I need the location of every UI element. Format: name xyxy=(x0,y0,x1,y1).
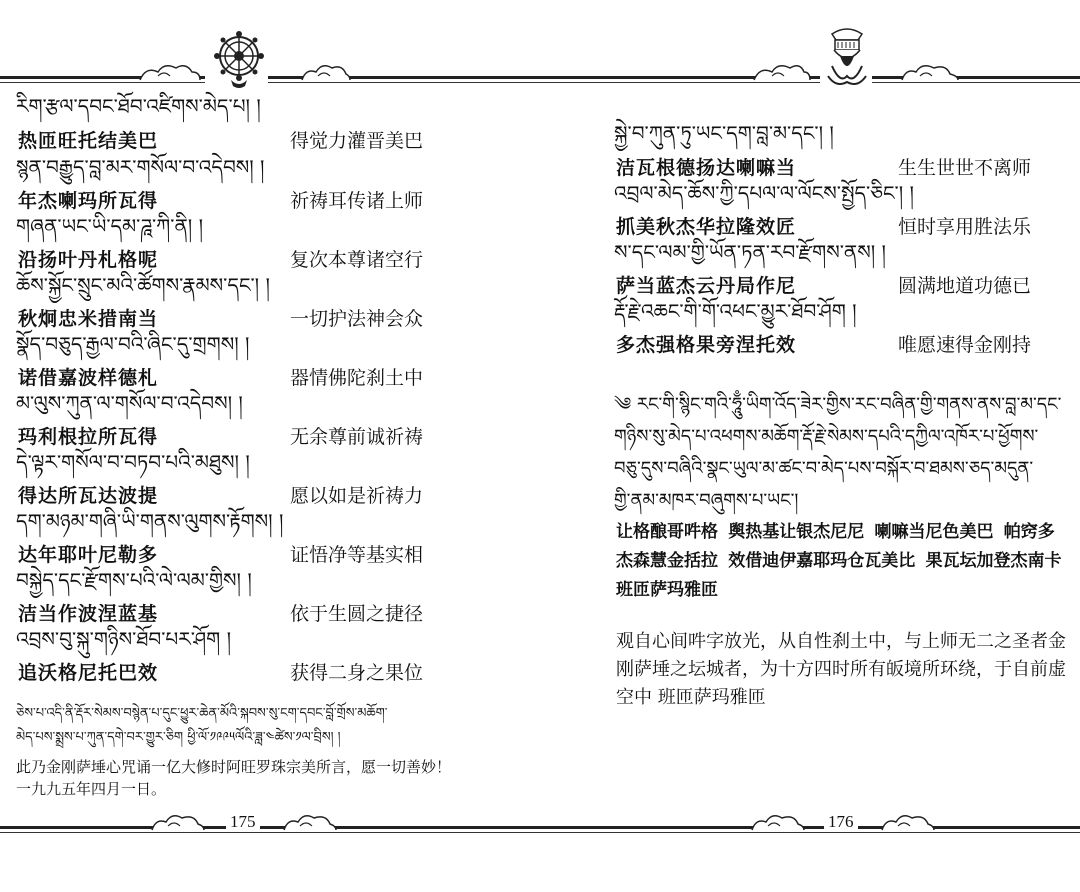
verse-tibetan: མ་ལུས་ཀུན་ལ་གསོལ་བ་འདེབས། ། xyxy=(16,391,243,415)
verse-phonetic: 诺借嘉波样德札 xyxy=(18,367,159,389)
verse-tibetan: བསྐྱེད་དང་རྫོགས་པའི་ལེ་ལམ་གྱིས། ། xyxy=(16,568,252,592)
page-number: 175 xyxy=(226,812,260,832)
verse-translation: 生生世世不离师 xyxy=(898,157,1032,179)
verse-phonetic: 得达所瓦达波提 xyxy=(18,485,159,507)
paragraph-chinese: 观自心间吽字放光，从自性刹土中，与上师无二之圣者金刚萨埵之坛城者，为十方四时所有皈境所环绕，于自前虚空中 班匝萨玛雅匝 xyxy=(616,631,1066,708)
verse-translation: 唯愿速得金刚持 xyxy=(898,334,1032,356)
verse-translation: 复次本尊诸空行 xyxy=(290,249,424,271)
verse-translation: 证悟净等基实相 xyxy=(290,544,424,566)
cloud-ornament-icon xyxy=(900,60,960,82)
paragraph-phonetic: 让格酿哥吽格 舆热基让银杰尼尼 喇嘛当尼色美巴 帕窍多杰森慧金括拉 效借迪伊嘉耶玛仓瓦美比 果瓦坛加登杰南卡 班匝萨玛雅匝 xyxy=(616,522,1062,600)
verse-tibetan: སྐྱེ་བ་ཀུན་ཏུ་ཡང་དག་བླ་མ་དང་། ། xyxy=(614,121,834,145)
verse-phonetic: 沿扬叶丹札格呢 xyxy=(18,249,159,271)
verse-tibetan: སྣོད་བཅུད་རྒྱལ་བའི་ཞིང་དུ་གྲགས། ། xyxy=(16,332,250,356)
cloud-ornament-icon xyxy=(138,60,202,82)
verse-tibetan: དག་མཉམ་གཞི་ཡི་གནས་ལུགས་རྟོགས། ། xyxy=(16,509,284,533)
verse-translation: 无余尊前诚祈祷 xyxy=(290,426,424,448)
bottom-rule xyxy=(540,826,1080,829)
cloud-ornament-icon xyxy=(282,810,338,832)
verse-phonetic: 洁瓦根德扬达喇嘛当 xyxy=(616,157,797,179)
verse-phonetic: 年杰喇玛所瓦得 xyxy=(18,190,159,212)
verse-tibetan: ས་དང་ལམ་གྱི་ཡོན་ཏན་རབ་རྫོགས་ནས། ། xyxy=(614,240,886,264)
paragraph-tibetan: གྱི་ནམ་མཁར་བཞུགས་པ་ཡང་། xyxy=(614,490,799,511)
verse-phonetic: 追沃格尼托巴效 xyxy=(18,662,159,684)
verse-tibetan: སྙན་བརྒྱུད་བླ་མར་གསོལ་བ་འདེབས། ། xyxy=(16,155,265,179)
bottom-rule-thin xyxy=(0,832,540,833)
verse-tibetan: འབྲལ་མེད་ཆོས་ཀྱི་དཔལ་ལ་ལོངས་སྤྱོད་ཅིང་། ། xyxy=(614,181,914,205)
paragraph-tibetan: ༄ རང་གི་སྙིང་གའི་ཧཱུྃ་ཡིག་འོད་ཟེར་གྱིས་རང་བཞིན་གྱི་གནས་ནས་བླ་མ་དང་ xyxy=(614,394,1062,415)
verse-tibetan: འབྲས་བུ་སྐུ་གཉིས་ཐོབ་པར་ཤོག ། xyxy=(16,627,232,651)
top-rule-thin xyxy=(0,82,205,83)
verse-phonetic: 达年耶叶尼勒多 xyxy=(18,544,159,566)
parasol-emblem-icon xyxy=(822,26,872,90)
paragraph-tibetan: བཅུ་དུས་བཞིའི་སྣང་ཡུལ་མ་ཚང་བ་མེད་པས་བསྐོར་བ་ཐམས་ཅད་མདུན་ xyxy=(614,458,1034,479)
cloud-ornament-icon xyxy=(752,60,812,82)
verse-translation: 获得二身之果位 xyxy=(290,662,424,684)
bottom-rule xyxy=(0,826,540,829)
verse-phonetic: 抓美秋杰华拉隆效匠 xyxy=(616,216,797,238)
verse-translation: 祈祷耳传诸上师 xyxy=(290,190,424,212)
verse-tibetan: རིག་རྩལ་དབང་ཐོབ་འཛིགས་མེད་པ། ། xyxy=(16,94,261,118)
verse-translation: 恒时享用胜法乐 xyxy=(898,216,1032,238)
top-rule-thin xyxy=(540,82,820,83)
colophon-tibetan: ཅེས་པ་འདི་ནི་རྡོར་སེམས་བསྙེན་པ་དུང་ཕྱུར་ཆེན་མོའི་སྐབས་སུ་ངག་དབང་བློ་གྲོས་མཆོག་ xyxy=(16,706,388,721)
top-rule-thin xyxy=(872,82,1080,83)
paragraph-tibetan: གཉིས་སུ་མེད་པ་འཕགས་མཆོག་རྡོ་རྗེ་སེམས་དཔའི་དཀྱིལ་འཁོར་པ་ཕྱོགས་ xyxy=(614,426,1039,447)
verse-phonetic: 洁当作波涅蓝基 xyxy=(18,603,159,625)
colophon-chinese: 此乃金刚萨埵心咒诵一亿大修时阿旺罗珠宗美所言，愿一切善妙！一九九五年四月一日。 xyxy=(16,758,452,798)
dharma-wheel-icon xyxy=(212,28,266,90)
colophon-tibetan: མེད་པས་སྨྲས་པ་ཀུན་དགེ་བར་གྱུར་ཅིག ཕྱི་ལོ་༡༩༩༥ལོའི་ཟླ་༤ཚེས་༡ལ་བྲིས། ། xyxy=(16,730,341,745)
right-page xyxy=(540,0,1080,892)
verse-translation: 得觉力灌晋美巴 xyxy=(290,130,424,152)
cloud-ornament-icon xyxy=(880,810,936,832)
verse-tibetan: རྡོ་རྗེ་འཆང་གི་གོ་འཕང་མྱུར་ཐོབ་ཤོག ། xyxy=(614,299,857,323)
verse-phonetic: 热匝旺托结美巴 xyxy=(18,130,159,152)
cloud-ornament-icon xyxy=(750,810,806,832)
top-rule-thin xyxy=(268,82,540,83)
verse-phonetic: 萨当蓝杰云丹局作尼 xyxy=(616,275,797,297)
verse-translation: 圆满地道功德已 xyxy=(898,275,1032,297)
verse-translation: 依于生圆之捷径 xyxy=(290,603,424,625)
verse-tibetan: ཆོས་སྐྱོང་སྲུང་མའི་ཚོགས་རྣམས་དང་། ། xyxy=(16,273,270,297)
cloud-ornament-icon xyxy=(150,810,206,832)
verse-phonetic: 玛利根拉所瓦得 xyxy=(18,426,159,448)
page-number: 176 xyxy=(824,812,858,832)
verse-phonetic: 秋炯忠米措南当 xyxy=(18,308,159,330)
cloud-ornament-icon xyxy=(300,60,352,82)
verse-tibetan: དེ་ལྟར་གསོལ་བ་བཏབ་པའི་མཐུས། ། xyxy=(16,450,250,474)
verse-translation: 一切护法神会众 xyxy=(290,308,424,330)
verse-phonetic: 多杰强格果旁涅托效 xyxy=(616,334,797,356)
verse-translation: 器情佛陀刹土中 xyxy=(290,367,424,389)
verse-tibetan: གཞན་ཡང་ཡི་དམ་ཌཱ་ཀི་ནི། ། xyxy=(16,214,204,238)
verse-translation: 愿以如是祈祷力 xyxy=(290,485,424,507)
bottom-rule-thin xyxy=(540,832,1080,833)
